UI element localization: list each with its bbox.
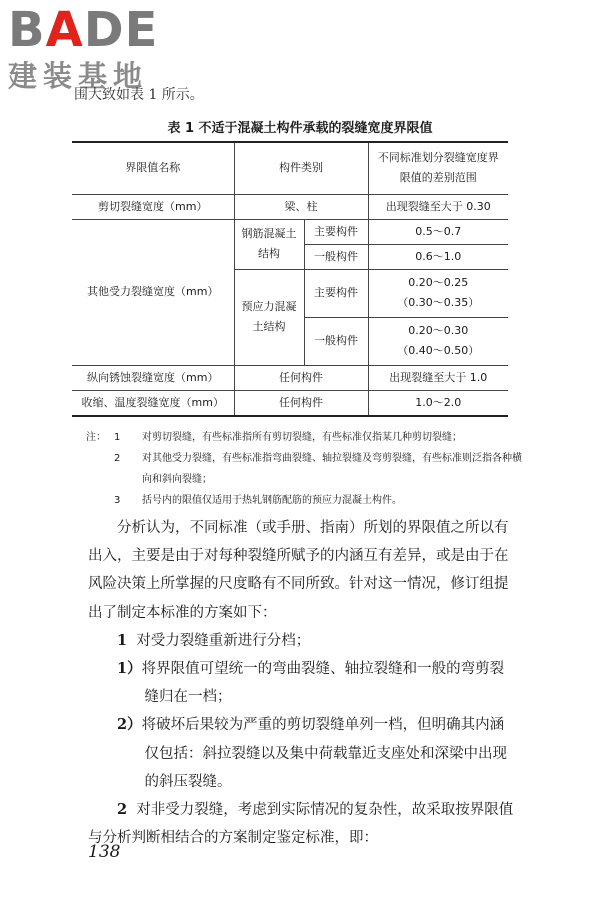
table-caption: 表 1 不适于混凝土构件承载的裂缝宽度界限值	[167, 121, 433, 136]
intro-text: 围大致如表 1 所示。	[74, 87, 204, 103]
pc-main-range: 0.20～0.25 （0.30～0.35）	[368, 269, 508, 317]
list-item: 1 对受力裂缝重新进行分档；	[117, 631, 311, 649]
sub-list-item: 1）将界限值可望统一的弯曲裂缝、轴拉裂缝和一般的弯剪裂缝归在一档；	[117, 660, 505, 706]
table-notes	[86, 427, 526, 511]
note-item: 3 括号内的限值仅适用于热轧钢筋配筋的预应力混凝土构件。	[114, 495, 402, 506]
corrosion-category: 任何构件	[234, 365, 368, 390]
header-name: 界限值名称	[72, 142, 234, 194]
corrosion-name: 纵向锈蚀裂缝宽度（mm）	[72, 365, 234, 390]
pc-main: 主要构件	[304, 269, 368, 317]
page-number: 138	[88, 842, 121, 862]
shrinkage-range: 1.0～2.0	[368, 390, 508, 416]
shear-category: 梁、柱	[234, 194, 368, 219]
header-range: 不同标准划分裂缝宽度界限值的差别范围	[368, 142, 508, 194]
rc-general: 一般构件	[304, 244, 368, 269]
rc-label: 钢筋混凝土结构	[234, 219, 304, 269]
pc-general: 一般构件	[304, 317, 368, 365]
crack-width-table	[72, 141, 508, 417]
pc-general-range: 0.20～0.30 （0.40～0.50）	[368, 317, 508, 365]
note-item: 2 对其他受力裂缝，有些标准指弯曲裂缝、轴拉裂缝及弯剪裂缝，有些标准则泛指各种横向和斜向裂缝；	[114, 453, 522, 485]
sub-list-item: 2）将破坏后果较为严重的剪切裂缝单列一档，但明确其内涵仅包括：斜拉裂缝以及集中荷载靠近支座处和深梁中出现的斜压裂缝。	[117, 716, 508, 790]
shrinkage-category: 任何构件	[234, 390, 368, 416]
logo-subtitle: 建装基地	[8, 59, 149, 93]
list-item: 2 对非受力裂缝，考虑到实际情况的复杂性，故采取按界限值与分析判断相结合的方案制定鉴定标准，即：	[88, 801, 514, 847]
rc-general-range: 0.6～1.0	[368, 244, 508, 269]
shrinkage-name: 收缩、温度裂缝宽度（mm）	[72, 390, 234, 416]
other-name: 其他受力裂缝宽度（mm）	[72, 219, 234, 365]
rc-main: 主要构件	[304, 219, 368, 244]
logo-mark: BADE	[8, 2, 159, 58]
note-item: 注： 1 对剪切裂缝，有些标准指所有剪切裂缝，有些标准仅指某几种剪切裂缝；	[86, 432, 462, 443]
shear-name: 剪切裂缝宽度（mm）	[72, 194, 234, 219]
corrosion-range: 出现裂缝至大于 1.0	[368, 365, 508, 390]
body-text	[88, 514, 514, 852]
paragraph: 分析认为，不同标准（或手册、指南）所划的界限值之所以有出入，主要是由于对每种裂缝所赋予的内涵互有差异，或是由于在风险决策上所掌握的尺度略有不同所致。针对这一情况，修订组提出了制定本标准的方案如下：	[88, 520, 509, 621]
shear-range: 出现裂缝至大于 0.30	[368, 194, 508, 219]
header-category: 构件类别	[234, 142, 368, 194]
rc-main-range: 0.5～0.7	[368, 219, 508, 244]
pc-label: 预应力混凝土结构	[234, 269, 304, 365]
